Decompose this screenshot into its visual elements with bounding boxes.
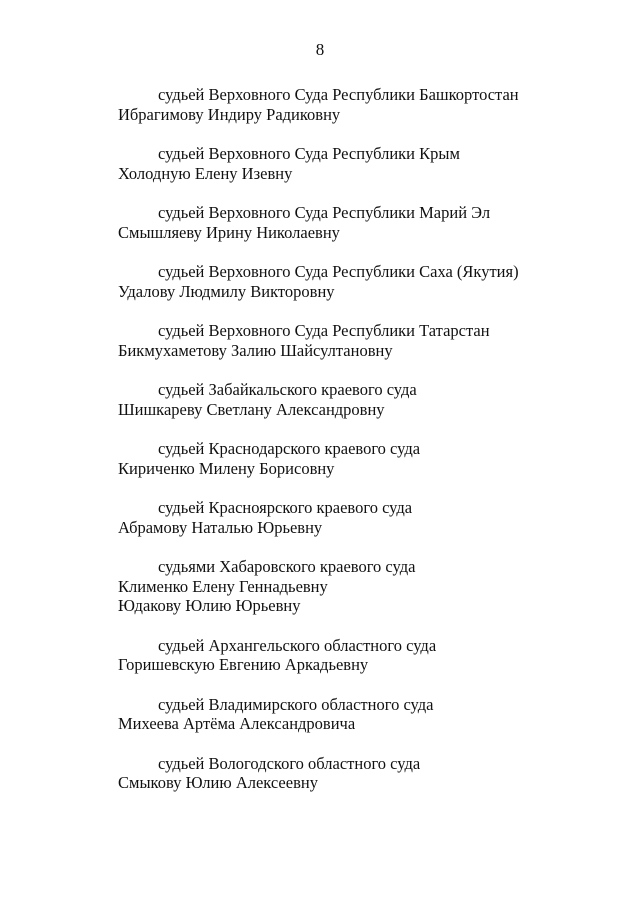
appointment-entry (118, 754, 618, 793)
judge-name: Кириченко Милену Борисовну (118, 458, 335, 478)
court-position: судьей Верховного Суда Республики Башкортостан (158, 85, 519, 104)
appointment-entry (118, 85, 618, 124)
court-position: судьей Верховного Суда Республики Марий Эл (158, 203, 491, 222)
appointment-list (118, 85, 618, 813)
judge-name: Бикмухаметову Залию Шайсултановну (118, 340, 393, 360)
appointment-entry (118, 498, 618, 537)
judge-name: Михеева Артёма Александровича (118, 714, 356, 733)
appointment-entry (118, 557, 618, 616)
court-position: судьей Краснодарского краевого суда (158, 439, 421, 458)
judge-name: Холодную Елену Изевну (118, 163, 293, 183)
judge-name: Клименко Елену Геннадьевну (118, 576, 328, 596)
judge-name: Юдакову Юлию Юрьевну (118, 596, 301, 615)
court-position: судьями Хабаровского краевого суда (158, 557, 416, 576)
appointment-entry (118, 439, 618, 478)
judge-name: Смышляеву Ирину Николаевну (118, 222, 340, 242)
appointment-entry (118, 203, 618, 242)
appointment-entry (118, 636, 618, 675)
judge-name: Шишкареву Светлану Александровну (118, 399, 385, 419)
appointment-entry (118, 262, 618, 301)
appointment-entry (118, 144, 618, 183)
judge-name: Горишевскую Евгению Аркадьевну (118, 655, 369, 674)
court-position: судьей Верховного Суда Республики Татарстан (158, 321, 490, 340)
appointment-entry (118, 380, 618, 419)
court-position: судьей Владимирского областного суда (158, 694, 434, 714)
judge-name: Смыкову Юлию Алексеевну (118, 773, 318, 792)
court-position: судьей Верховного Суда Республики Крым (158, 144, 460, 163)
appointment-entry (118, 695, 618, 734)
page-number: 8 (315, 40, 325, 59)
judge-name: Удалову Людмилу Викторовну (118, 281, 335, 301)
judge-name: Ибрагимову Индиру Радиковну (118, 104, 341, 124)
court-position: судьей Вологодского областного суда (158, 753, 421, 773)
appointment-entry (118, 321, 618, 360)
court-position: судьей Красноярского краевого суда (158, 498, 413, 517)
court-position: судьей Забайкальского краевого суда (158, 380, 417, 399)
judge-name: Абрамову Наталью Юрьевну (118, 517, 323, 537)
court-position: судьей Верховного Суда Республики Саха (Якутия) (158, 262, 519, 281)
court-position: судьей Архангельского областного суда (158, 635, 437, 655)
